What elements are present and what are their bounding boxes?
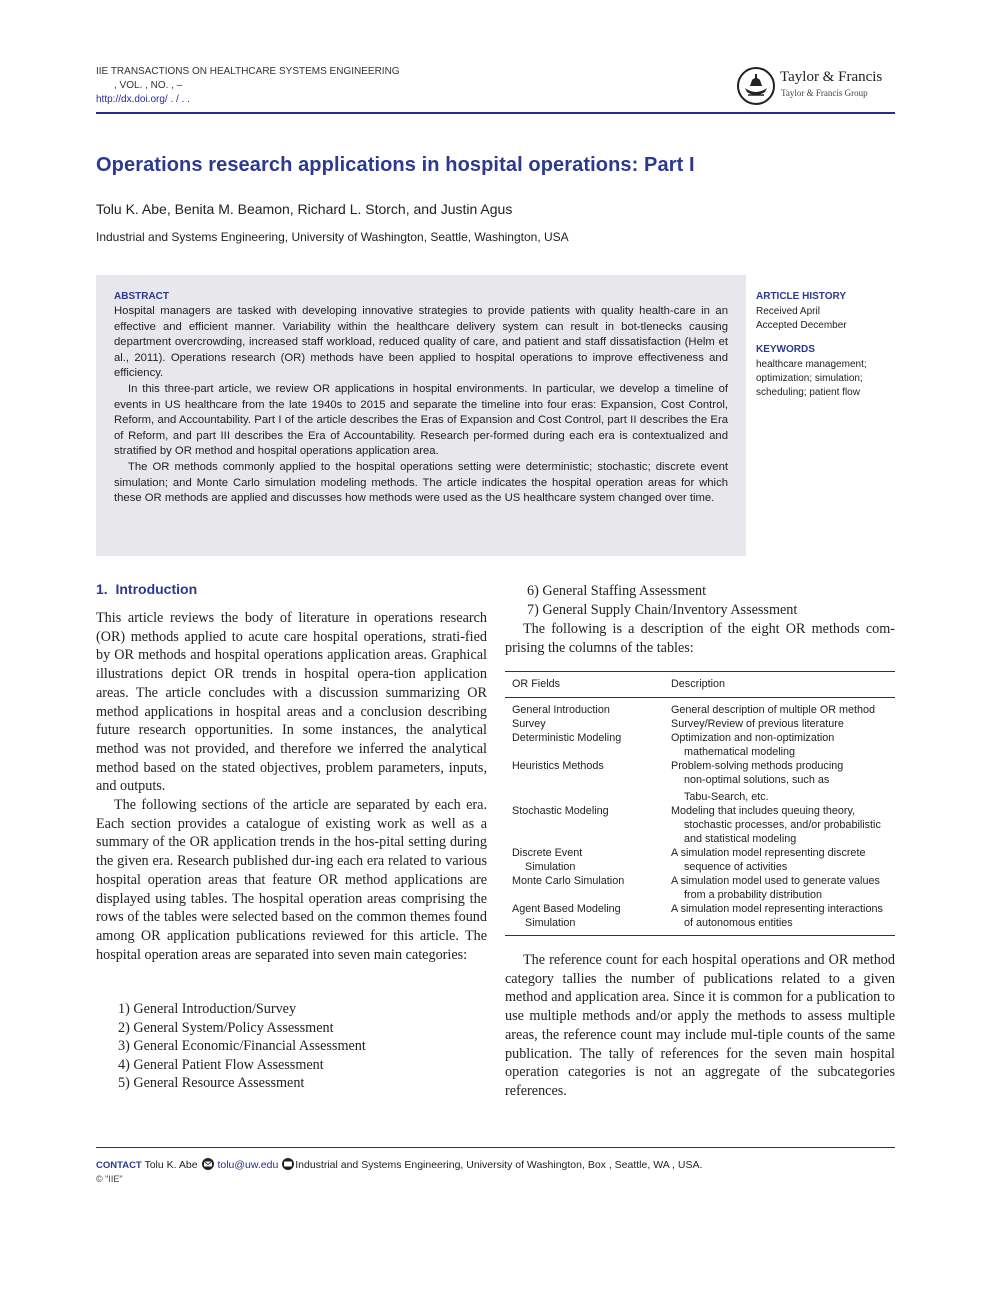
contact-line — [96, 1158, 702, 1171]
table-header-description: Description — [671, 678, 726, 690]
taylor-francis-logo-icon — [736, 66, 776, 106]
copyright-line: © "IIE" — [96, 1174, 123, 1184]
table-cell-field: Heuristics Methods — [512, 760, 604, 772]
table-cell-desc: Problem-solving methods producing — [671, 760, 844, 772]
category-item: 6) General Staffing Assessment — [527, 583, 707, 599]
category-item: 5) General Resource Assessment — [118, 1075, 305, 1091]
category-item: 1) General Introduction/Survey — [118, 1001, 297, 1017]
section-number: 1. — [96, 581, 108, 597]
contact-label: CONTACT — [96, 1160, 142, 1171]
abstract-heading: ABSTRACT — [114, 291, 169, 302]
accepted-date: Accepted December — [756, 320, 847, 331]
contact-email[interactable]: tolu@uw.edu — [217, 1159, 279, 1171]
category-item: 4) General Patient Flow Assessment — [118, 1057, 324, 1073]
table-cell-desc: from a probability distribution — [684, 889, 823, 901]
table-cell-desc: Modeling that includes queuing theory, — [671, 805, 856, 817]
abstract-text — [114, 304, 728, 507]
abstract-paragraph: In this three-part article, we review OR applications in hospital environments. In particular, we develop a timeline of events in US healthcare from the late 1940s to 2015 and separate the timeline into four eras: Expansion, Cost Control, Reform, and Accountability. Part I of the article describes the Eras of Expansion and Cost Control, part II describes the Era of Reform, and part III describes the Era of Accountability. Research per-formed during each era is contextualized and stratified by OR method and hospital operations application area. — [114, 382, 728, 458]
contact-address: Industrial and Systems Engineering, University of Washington, Box , Seattle, WA , USA. — [295, 1159, 703, 1171]
section-heading-introduction — [96, 581, 197, 597]
journal-name: IIE TRANSACTIONS ON HEALTHCARE SYSTEMS ENGINEERING — [96, 66, 400, 77]
table-cell-field: Discrete Event — [512, 847, 583, 859]
footer-divider — [96, 1147, 895, 1148]
keyword-line: optimization; simulation; — [756, 373, 863, 384]
header-divider — [96, 112, 895, 114]
table-cell-field: Deterministic Modeling — [512, 732, 622, 744]
methods-intro: The following is a description of the eight OR methods com-prising the columns of the tables: — [505, 621, 895, 656]
table-cell-field: Agent Based Modeling — [512, 903, 621, 915]
table-cell-field: General Introduction — [512, 704, 610, 716]
reference-count-paragraph: The reference count for each hospital operations and OR method category tallies the number of publications related to a given method and application area. Since it is common for a publication to use multiple methods and/or apply the methods to assess multiple areas, the reference count may include mul-tiple counts of the same publication. The tally of references for the seven main hospital operation categories is not an aggregate of the subcategories references. — [505, 952, 895, 1099]
publisher-group: Taylor & Francis Group — [781, 88, 868, 98]
table-cell-field: Survey — [512, 718, 546, 730]
table-cell-field: Monte Carlo Simulation — [512, 875, 625, 887]
table-header-rule — [505, 697, 895, 698]
address-icon — [281, 1158, 295, 1170]
table-cell-desc: A simulation model used to generate values — [671, 875, 880, 887]
article-history-heading: ARTICLE HISTORY — [756, 291, 847, 302]
table-cell-desc: A simulation model representing interactions — [671, 903, 883, 915]
table-cell-field: Simulation — [525, 861, 576, 873]
article-title: Operations research applications in hospital operations: Part I — [96, 154, 695, 176]
keyword-line: scheduling; patient flow — [756, 387, 860, 398]
section-title: Introduction — [115, 581, 198, 597]
category-item: 2) General System/Policy Assessment — [118, 1020, 334, 1036]
author-list: Tolu K. Abe, Benita M. Beamon, Richard L. Storch, and Justin Agus — [96, 201, 513, 217]
table-cell-desc: Tabu-Search, etc. — [684, 791, 769, 803]
doi-link[interactable]: http://dx.doi.org/ . / . . — [96, 94, 190, 105]
table-header-or-fields: OR Fields — [512, 678, 560, 690]
table-cell-field: Stochastic Modeling — [512, 805, 609, 817]
journal-volume: , VOL. , NO. , – — [114, 80, 183, 91]
table-cell-desc: of autonomous entities — [684, 917, 793, 929]
category-item: 3) General Economic/Financial Assessment — [118, 1038, 366, 1054]
table-cell-desc: General description of multiple OR method — [671, 704, 876, 716]
table-top-rule — [505, 671, 895, 672]
table-cell-desc: mathematical modeling — [684, 746, 796, 758]
table-cell-field: Simulation — [525, 917, 576, 929]
table-cell-desc: Optimization and non-optimization — [671, 732, 835, 744]
publisher-name: Taylor & Francis — [780, 69, 883, 85]
intro-paragraph: This article reviews the body of literature in operations research (OR) methods applied to acute care hospital operations, strati-fied by OR methods and hospital operations application areas. Graphical illustrations depict OR trends in hospital opera-tion application areas. The article concludes with a discussion summarizing OR method applications in hospital areas and a conclusion describing future research opportunities. In some instances, the analytical method was not provided, and therefore we inferred the analytical method based on the stated objectives, problem parameters, inputs, and outputs. — [96, 610, 487, 795]
table-cell-desc: A simulation model representing discrete — [671, 847, 866, 859]
table-cell-desc: and statistical modeling — [684, 833, 797, 845]
received-date: Received April — [756, 306, 820, 317]
contact-name: Tolu K. Abe — [144, 1159, 198, 1171]
table-bottom-rule — [505, 935, 895, 936]
table-cell-desc: sequence of activities — [684, 861, 788, 873]
keywords-heading: KEYWORDS — [756, 344, 815, 355]
table-cell-desc: Survey/Review of previous literature — [671, 718, 844, 730]
abstract-paragraph: Hospital managers are tasked with developing innovative strategies to provide patients with quality health-care in an effective and efficient manner. Variability within the healthcare delivery system can result in bot-tlenecks causing department overcrowding, increased staff workload, reduced quality of care, and patient and staff dissatisfaction (Helm et al., 2011). Operations research (OR) methods have been applied to hospital operations to improve effectiveness and efficiency. — [114, 305, 728, 380]
affiliation: Industrial and Systems Engineering, University of Washington, Seattle, Washington, USA — [96, 230, 569, 244]
table-cell-desc: stochastic processes, and/or probabilistic — [684, 819, 881, 831]
table-cell-desc: non-optimal solutions, such as — [684, 774, 830, 786]
keyword-line: healthcare management; — [756, 359, 867, 370]
abstract-paragraph: The OR methods commonly applied to the hospital operations setting were deterministic; stochastic; discrete event simulation; and Monte Carlo simulation modeling methods. The article indicates the hospital operation areas for which these OR methods are applied and discusses how methods were used as the US healthcare system changed over time. — [114, 460, 728, 505]
intro-paragraph: The following sections of the article are separated by each era. Each section provides a catalogue of existing work as well as a summary of the OR application trends in the hos-pital setting during the given era. Research published dur-ing each era related to various hospital operation areas that feature OR method applications are displayed using tables. The hospital operation areas comprising the rows of the tables were selected based on the common themes found among OR application publications reviewed for this article. The hospital operation areas are separated into seven main categories: — [96, 797, 487, 963]
intro-body — [96, 609, 487, 964]
email-icon — [201, 1158, 215, 1170]
journal-header — [96, 65, 400, 107]
category-item: 7) General Supply Chain/Inventory Assessment — [527, 602, 798, 618]
